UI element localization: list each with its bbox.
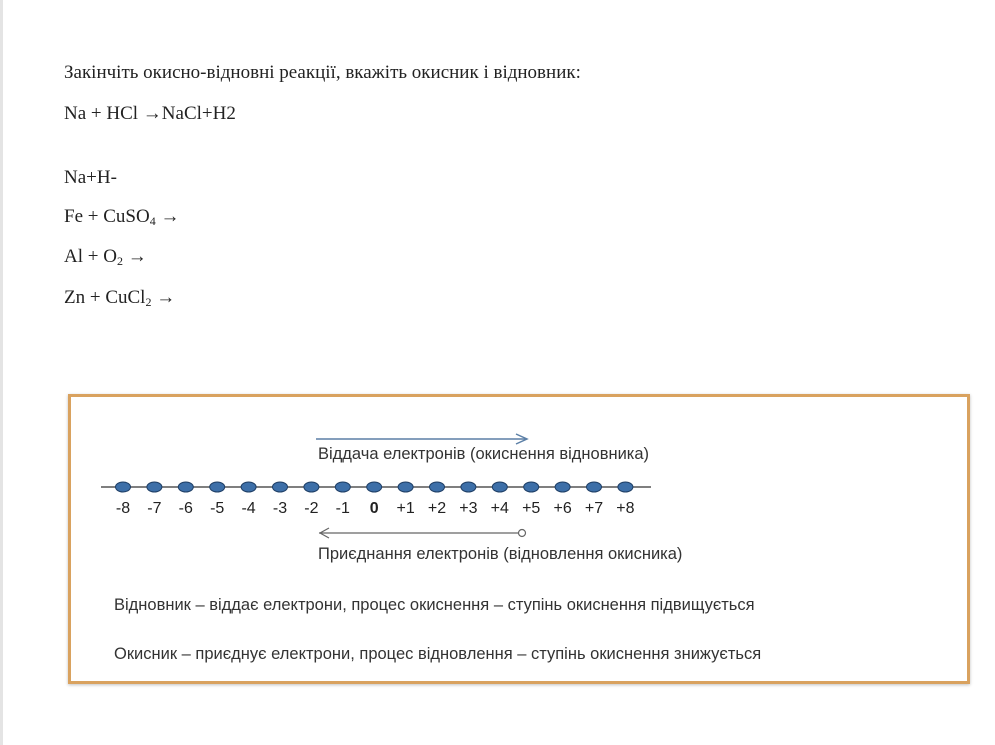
scale-dot xyxy=(241,482,256,492)
scale-dots xyxy=(116,482,633,492)
scale-label: -5 xyxy=(210,500,225,517)
oxidation-scale-diagram xyxy=(71,397,967,681)
page-left-edge xyxy=(0,0,3,745)
scale-dot xyxy=(273,482,288,492)
scale-label: -4 xyxy=(241,500,256,517)
scale-dot xyxy=(398,482,413,492)
scale-label: -8 xyxy=(115,500,131,517)
reaction-al-subscript: 2 xyxy=(116,254,123,268)
scale-dot xyxy=(618,482,633,492)
reaction-zn-cucl2 xyxy=(64,287,175,309)
scale-label: -1 xyxy=(335,500,350,517)
reducer-definition: Відновник – віддає електрони, процес окиснення – ступінь окиснення підвищується xyxy=(114,596,755,614)
scale-label: -7 xyxy=(147,500,162,517)
scale-dot xyxy=(524,482,539,492)
scale-dot xyxy=(430,482,445,492)
scale-dot xyxy=(147,482,162,492)
scale-dot xyxy=(116,482,131,492)
oxidizer-definition: Окисник – приєднує електрони, процес відновлення – ступінь окиснення знижується xyxy=(114,645,762,663)
scale-label: +3 xyxy=(459,500,478,517)
reaction-na-hcl: Na + HCl →NaCl+H2 xyxy=(64,103,236,124)
task-instruction: Закінчіть окисно-відновні реакції, вкажіть окисник і відновник: xyxy=(64,62,581,83)
reaction-al-arrow: → xyxy=(122,246,147,267)
scale-dot xyxy=(178,482,193,492)
scale-dot xyxy=(367,482,382,492)
scale-dot xyxy=(335,482,350,492)
reaction-fe-cuso4 xyxy=(64,206,179,228)
scale-dot xyxy=(461,482,476,492)
scale-label: +2 xyxy=(427,500,447,517)
scale-label: +7 xyxy=(584,500,604,517)
reduction-label: Приєднання електронів (відновлення окисника) xyxy=(318,545,683,563)
reaction-na-h: Na+H- xyxy=(64,167,117,188)
reduction-arrow-tail xyxy=(519,530,526,537)
scale-dot xyxy=(555,482,570,492)
reaction-fe-text: Fe + CuSO xyxy=(64,206,150,227)
scale-label: +1 xyxy=(396,500,415,517)
scale-label: -3 xyxy=(272,500,288,517)
scale-dot xyxy=(210,482,225,492)
reaction-zn-arrow: → xyxy=(151,287,176,308)
scale-label: -6 xyxy=(178,500,193,517)
reaction-zn-subscript: 2 xyxy=(145,295,152,309)
scale-label: -2 xyxy=(304,500,319,517)
reaction-al-text: Al + O xyxy=(64,246,117,267)
scale-labels xyxy=(116,500,635,517)
scale-label: +6 xyxy=(553,500,572,517)
scale-dot xyxy=(492,482,507,492)
scale-dot xyxy=(587,482,602,492)
scale-label: +8 xyxy=(616,500,635,517)
reaction-al-o2 xyxy=(64,246,147,268)
scale-label: +4 xyxy=(490,500,509,517)
reaction-zn-text: Zn + CuCl xyxy=(64,287,146,308)
scale-label: 0 xyxy=(369,500,379,517)
reaction-fe-arrow: → xyxy=(155,206,180,227)
reaction-fe-subscript: 4 xyxy=(149,214,156,228)
redox-scale-panel xyxy=(68,394,970,684)
scale-label: +5 xyxy=(522,500,541,517)
scale-dot xyxy=(304,482,319,492)
oxidation-label: Віддача електронів (окиснення відновника) xyxy=(318,445,650,463)
